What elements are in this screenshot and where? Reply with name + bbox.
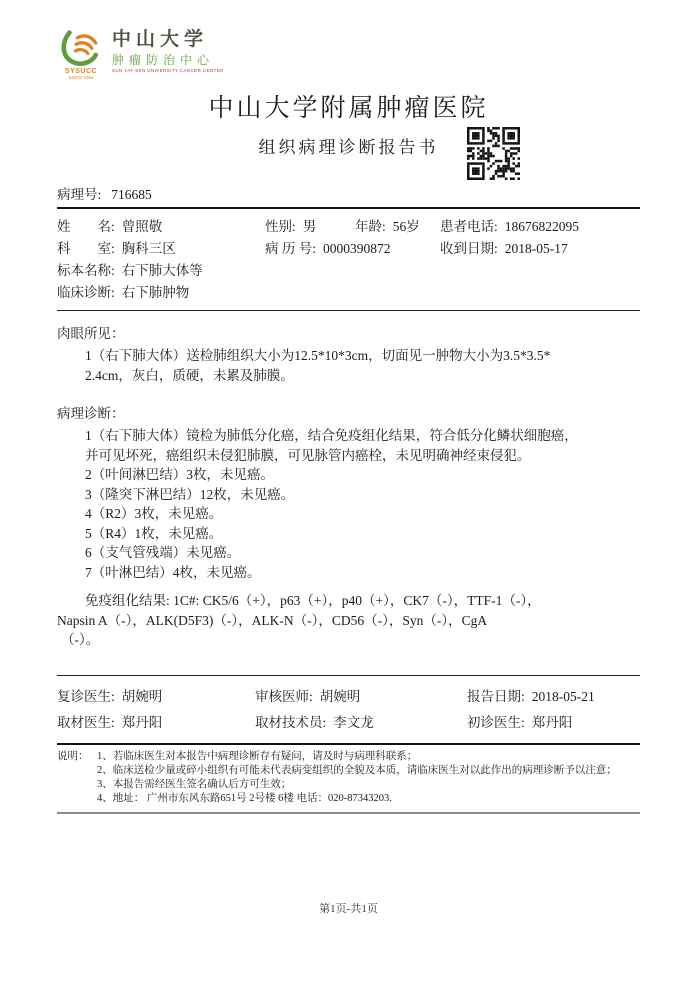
- ihc-line: 免疫组化结果: 1C#: CK5/6（+），p63（+），p40（+），CK7（-），TTF-1（-），: [85, 593, 541, 608]
- gross-line: 2.4cm，灰白，质硬，未累及肺膜。: [85, 367, 294, 383]
- qr-code: [465, 127, 522, 180]
- note-item: 4、地址： 广州市东风东路651号 2号楼 6楼 电话：020-87343203.: [97, 792, 392, 804]
- logo-center-name: 肿瘤防治中心: [112, 53, 215, 67]
- hospital-logo: [57, 0, 640, 82]
- clinical-diagnosis-row: 临床诊断: 右下肺肿物: [57, 285, 190, 300]
- patient-sex: 性别: 男: [265, 219, 317, 234]
- diagnosis-line: 3（隆突下淋巴结）12枚，未见癌。: [85, 486, 295, 502]
- notes-label: 说明：: [57, 750, 89, 762]
- gross-findings-body: [57, 346, 640, 385]
- logo-acronym: SYSUCC: [64, 68, 98, 75]
- logo-since: SINCE 1964: [68, 75, 94, 80]
- logo-university-name: 中山大学: [112, 29, 209, 50]
- page-number: 第1页-共1页: [319, 903, 378, 915]
- gross-findings-heading: 肉眼所见：: [57, 326, 125, 341]
- diagnosis-body: [57, 426, 640, 582]
- initial-doctor: 初诊医生: 郑丹阳: [467, 714, 573, 730]
- gross-line: 1（右下肺大体）送检肺组织大小为12.5*10*3cm，切面见一肿物大小为3.5*3.5*: [85, 348, 551, 363]
- pathology-number-label: 病理号:: [57, 187, 102, 202]
- report-title: 组织病理诊断报告书: [258, 138, 439, 157]
- logo-center-name-en: SUN YAT-SEN UNIVERSITY CANCER CENTER: [112, 68, 224, 73]
- patient-age: 年龄: 56岁: [355, 219, 420, 234]
- diagnosis-line: 4（R2）3枚，未见癌。: [85, 506, 223, 521]
- specimen-name-row: 标本名称: 右下肺大体等: [57, 263, 203, 278]
- diagnosis-line: 并可见坏死，癌组织未侵犯肺膜，可见脉管内癌栓，未见明确神经束侵犯。: [85, 447, 531, 463]
- signature-row-1: [57, 684, 640, 710]
- pathology-number-value: 716685: [111, 187, 152, 202]
- patient-phone: 患者电话: 18676822095: [440, 219, 580, 234]
- audit-doctor: 审核医师: 胡婉明: [255, 688, 361, 704]
- note-item: 3、本报告需经医生签名确认后方可生效；: [97, 778, 292, 790]
- signature-row-2: [57, 710, 640, 736]
- note-item: 2、临床送检少量或碎小组织有可能未代表病变组织的全貌及本质，请临床医生对以此作出的病理诊断予以注意；: [97, 764, 617, 776]
- signatures: [57, 676, 640, 743]
- diagnosis-line: 1（右下肺大体）镜检为肺低分化癌，结合免疫组化结果，符合低分化鳞状细胞癌，: [85, 428, 578, 443]
- note-item: 1、若临床医生对本报告中病理诊断存有疑问，请及时与病理科联系；: [97, 750, 418, 762]
- divider-notes-bottom: [57, 812, 640, 814]
- diagnosis-line: 2（叶间淋巴结）3枚，未见癌。: [85, 467, 274, 482]
- divider-patient-bottom: [57, 310, 640, 311]
- diagnosis-line: 5（R4）1枚，未见癌。: [85, 525, 223, 541]
- notes-section: [57, 745, 640, 812]
- ihc-results: [57, 591, 640, 650]
- logo-text: [112, 30, 224, 74]
- sampling-technician: 取材技术员: 李文龙: [255, 714, 374, 730]
- ihc-line: Napsin A（-），ALK(D5F3)（-），ALK-N（-），CD56（-），Syn（-），CgA: [57, 612, 488, 628]
- patient-department: 科 室: 胸科三区: [57, 241, 176, 256]
- review-doctor: 复诊医生: 胡婉明: [57, 688, 163, 704]
- patient-info: [57, 209, 640, 310]
- report-date: 报告日期: 2018-05-21: [467, 688, 595, 704]
- pathology-number-row: [57, 183, 640, 203]
- patient-name: 姓 名: 曾照敬: [57, 219, 163, 234]
- patient-row-2: [57, 238, 640, 260]
- hospital-title: 中山大学附属肿瘤医院: [208, 95, 489, 122]
- patient-row-1: [57, 216, 640, 238]
- received-date: 收到日期: 2018-05-17: [440, 241, 568, 256]
- diagnosis-line: 6（支气管残端）未见癌。: [85, 545, 241, 560]
- diagnosis-line: 7（叶淋巴结）4枚，未见癌。: [85, 564, 261, 580]
- diagnosis-heading: 病理诊断：: [57, 406, 125, 421]
- notes-items: [97, 750, 640, 806]
- ihc-line: （-）。: [61, 632, 100, 647]
- patient-record-number: 病 历 号: 0000390872: [265, 241, 391, 256]
- hospital-logo-icon: [57, 26, 103, 68]
- logo-captions: [57, 68, 105, 81]
- sampling-doctor: 取材医生: 郑丹阳: [57, 714, 163, 730]
